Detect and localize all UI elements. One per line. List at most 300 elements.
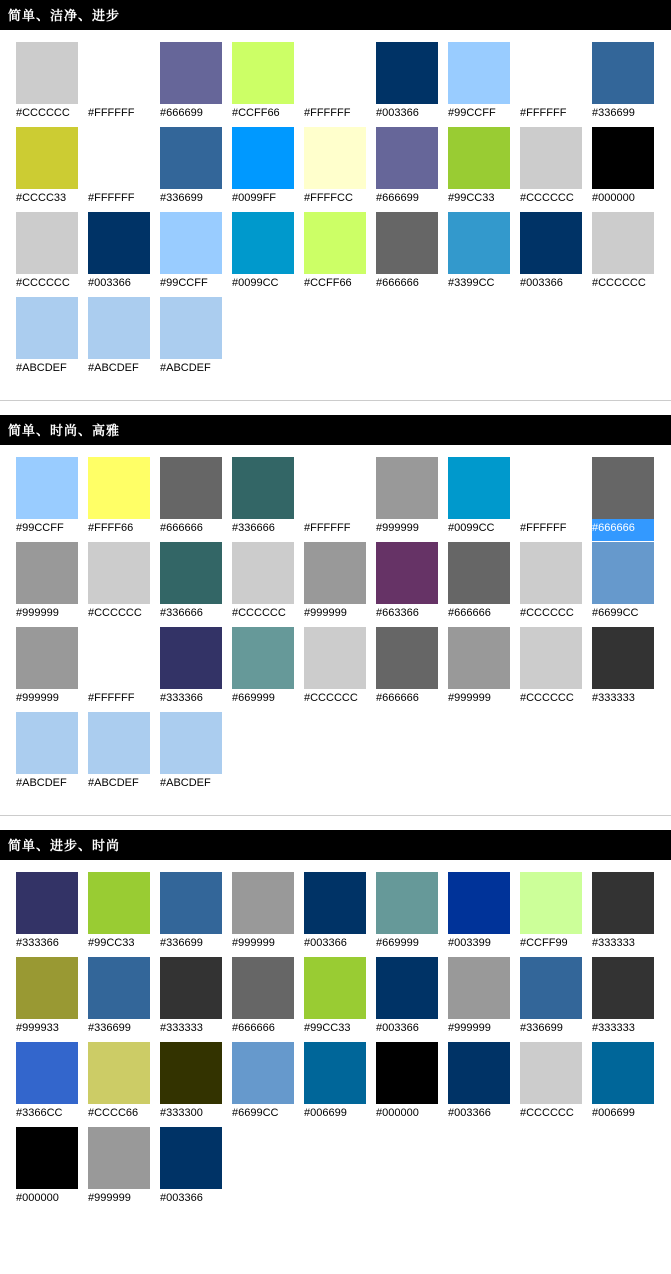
color-hex-label: #FFFFFF	[304, 522, 351, 534]
palette-group	[232, 42, 448, 297]
color-swatch[interactable]	[376, 957, 438, 1019]
color-hex-label: #666666	[592, 519, 654, 541]
palette-row	[232, 457, 448, 541]
color-swatch[interactable]	[88, 127, 150, 189]
color-swatch-cell[interactable]	[160, 127, 222, 211]
color-swatch-cell[interactable]	[160, 712, 222, 796]
color-swatch-cell[interactable]	[232, 212, 294, 296]
color-hex-label: #999999	[448, 1022, 491, 1034]
color-swatch[interactable]	[592, 957, 654, 1019]
color-swatch[interactable]	[592, 1042, 654, 1104]
color-swatch[interactable]	[304, 127, 366, 189]
color-swatch[interactable]	[16, 872, 78, 934]
color-swatch-cell[interactable]	[520, 42, 582, 126]
color-swatch[interactable]	[376, 42, 438, 104]
color-hex-label: #006699	[304, 1107, 347, 1119]
color-hex-label: #ABCDEF	[160, 777, 211, 789]
color-swatch[interactable]	[88, 297, 150, 359]
color-swatch-cell[interactable]	[16, 542, 78, 626]
color-swatch[interactable]	[88, 712, 150, 774]
color-swatch-cell[interactable]	[88, 872, 150, 956]
color-swatch[interactable]	[448, 127, 510, 189]
color-swatch[interactable]	[376, 1042, 438, 1104]
color-swatch-cell[interactable]	[376, 1042, 438, 1126]
color-swatch-cell[interactable]	[592, 627, 654, 711]
palette-rows	[232, 457, 448, 711]
color-swatch-cell[interactable]	[448, 957, 510, 1041]
color-swatch-cell[interactable]	[16, 127, 78, 211]
color-hex-label: #999999	[16, 607, 59, 619]
color-swatch[interactable]	[520, 212, 582, 274]
color-hex-label: #666666	[376, 277, 419, 289]
color-swatch-cell[interactable]	[448, 872, 510, 956]
palette-rows	[16, 872, 232, 1211]
color-swatch-cell[interactable]	[448, 1042, 510, 1126]
palette-row	[448, 1042, 664, 1126]
color-swatch[interactable]	[16, 1042, 78, 1104]
color-swatch[interactable]	[88, 957, 150, 1019]
color-swatch[interactable]	[16, 712, 78, 774]
color-hex-label: #336666	[232, 522, 275, 534]
color-hex-label: #999999	[16, 692, 59, 704]
color-hex-label: #ABCDEF	[16, 362, 67, 374]
palette-group	[16, 457, 232, 797]
color-swatch-cell[interactable]	[232, 872, 294, 956]
color-swatch[interactable]	[448, 957, 510, 1019]
section-bottom-spacer	[0, 1212, 671, 1230]
color-swatch[interactable]	[592, 127, 654, 189]
color-hex-label: #999933	[16, 1022, 59, 1034]
color-swatch-cell[interactable]	[304, 212, 366, 296]
palette-row	[232, 872, 448, 956]
palette-rows	[16, 457, 232, 796]
color-swatch-cell[interactable]	[448, 627, 510, 711]
color-swatch-cell[interactable]	[520, 957, 582, 1041]
color-hex-label: #336666	[160, 607, 203, 619]
section-title: 简单、进步、时尚	[0, 830, 671, 860]
color-swatch-cell[interactable]	[376, 627, 438, 711]
color-swatch[interactable]	[520, 42, 582, 104]
color-swatch-cell[interactable]	[88, 127, 150, 211]
color-swatch[interactable]	[88, 457, 150, 519]
palette-group	[232, 457, 448, 712]
color-hex-label: #FFFFFF	[88, 192, 135, 204]
color-swatch[interactable]	[304, 542, 366, 604]
color-swatch[interactable]	[232, 212, 294, 274]
color-swatch-cell[interactable]	[304, 1042, 366, 1126]
color-swatch[interactable]	[376, 457, 438, 519]
color-swatch-cell[interactable]	[376, 42, 438, 126]
color-hex-label: #CCCCCC	[88, 607, 142, 619]
color-hex-label: #FFFFFF	[88, 107, 135, 119]
section-title: 简单、时尚、高雅	[0, 415, 671, 445]
color-swatch[interactable]	[520, 1042, 582, 1104]
color-hex-label: #FFFFFF	[520, 107, 567, 119]
color-swatch-cell[interactable]	[88, 542, 150, 626]
color-hex-label: #999999	[88, 1192, 131, 1204]
color-hex-label: #ABCDEF	[88, 362, 139, 374]
color-swatch-cell[interactable]	[16, 957, 78, 1041]
color-swatch[interactable]	[592, 457, 654, 519]
color-swatch-cell[interactable]	[88, 42, 150, 126]
color-hex-label: #3399CC	[448, 277, 495, 289]
color-swatch-cell[interactable]	[232, 127, 294, 211]
color-hex-label: #336699	[592, 107, 635, 119]
color-hex-label: #003366	[304, 937, 347, 949]
color-swatch-cell[interactable]	[16, 1127, 78, 1211]
color-swatch-cell[interactable]	[304, 542, 366, 626]
palette-section	[0, 415, 671, 830]
color-hex-label: #333333	[592, 692, 635, 704]
color-swatch[interactable]	[448, 872, 510, 934]
color-swatch-cell[interactable]	[592, 457, 654, 541]
color-swatch[interactable]	[160, 127, 222, 189]
color-swatch-cell[interactable]	[304, 457, 366, 541]
color-swatch[interactable]	[592, 872, 654, 934]
color-swatch[interactable]	[592, 627, 654, 689]
color-swatch-cell[interactable]	[88, 212, 150, 296]
color-swatch-cell[interactable]	[448, 212, 510, 296]
color-swatch-cell[interactable]	[376, 457, 438, 541]
color-swatch[interactable]	[592, 212, 654, 274]
color-swatch-cell[interactable]	[592, 42, 654, 126]
palette-row	[232, 1042, 448, 1126]
color-hex-label: #000000	[16, 1192, 59, 1204]
color-hex-label: #999999	[448, 692, 491, 704]
palette-row	[16, 127, 232, 211]
section-top-spacer	[0, 30, 671, 42]
color-hex-label: #99CC33	[448, 192, 495, 204]
color-swatch[interactable]	[232, 957, 294, 1019]
color-swatch-cell[interactable]	[160, 1042, 222, 1126]
color-hex-label: #99CC33	[304, 1022, 351, 1034]
palette-row	[232, 42, 448, 126]
color-swatch[interactable]	[520, 627, 582, 689]
color-swatch-cell[interactable]	[160, 1127, 222, 1211]
palette-row	[16, 627, 232, 711]
color-swatch-cell[interactable]	[232, 1042, 294, 1126]
color-swatch-cell[interactable]	[232, 627, 294, 711]
color-swatch-cell[interactable]	[232, 457, 294, 541]
color-hex-label: #666666	[376, 692, 419, 704]
color-swatch[interactable]	[304, 1042, 366, 1104]
color-swatch[interactable]	[376, 872, 438, 934]
color-hex-label: #CCCCCC	[232, 607, 286, 619]
color-swatch-cell[interactable]	[16, 1042, 78, 1126]
palette-group	[448, 457, 664, 712]
color-swatch-cell[interactable]	[592, 212, 654, 296]
color-hex-label: #003399	[448, 937, 491, 949]
color-hex-label: #99CCFF	[160, 277, 208, 289]
palette-row	[16, 1042, 232, 1126]
color-swatch-cell[interactable]	[520, 457, 582, 541]
color-swatch[interactable]	[16, 1127, 78, 1189]
palette-row	[448, 127, 664, 211]
palette-row	[16, 1127, 232, 1211]
palette-row	[448, 212, 664, 296]
color-swatch-cell[interactable]	[88, 457, 150, 541]
palette-rows	[448, 42, 664, 296]
color-swatch[interactable]	[88, 542, 150, 604]
color-swatch[interactable]	[232, 1042, 294, 1104]
color-swatch-cell[interactable]	[160, 627, 222, 711]
color-swatch-cell[interactable]	[88, 297, 150, 381]
color-hex-label: #FFFFFF	[520, 522, 567, 534]
color-hex-label: #CCCCCC	[304, 692, 358, 704]
color-swatch[interactable]	[448, 457, 510, 519]
color-hex-label: #333333	[160, 1022, 203, 1034]
color-swatch[interactable]	[160, 42, 222, 104]
color-swatch-cell[interactable]	[304, 127, 366, 211]
palette-rows	[232, 42, 448, 296]
color-swatch[interactable]	[88, 872, 150, 934]
color-swatch[interactable]	[88, 1042, 150, 1104]
color-swatch-cell[interactable]	[160, 297, 222, 381]
color-swatch[interactable]	[592, 542, 654, 604]
color-swatch-cell[interactable]	[592, 957, 654, 1041]
color-swatch[interactable]	[520, 957, 582, 1019]
color-swatch[interactable]	[160, 957, 222, 1019]
color-swatch[interactable]	[304, 212, 366, 274]
color-swatch-cell[interactable]	[232, 957, 294, 1041]
palette-group-row	[0, 42, 671, 382]
color-hex-label: #3366CC	[16, 1107, 63, 1119]
color-swatch-cell[interactable]	[520, 627, 582, 711]
palette-rows	[232, 872, 448, 1126]
color-swatch-cell[interactable]	[88, 627, 150, 711]
color-swatch-cell[interactable]	[160, 957, 222, 1041]
color-hex-label: #CCCCCC	[592, 277, 646, 289]
color-swatch-cell[interactable]	[520, 1042, 582, 1126]
color-swatch-cell[interactable]	[376, 212, 438, 296]
palette-group-row	[0, 457, 671, 797]
color-swatch-cell[interactable]	[592, 872, 654, 956]
color-swatch[interactable]	[16, 457, 78, 519]
color-swatch[interactable]	[88, 212, 150, 274]
palette-row	[16, 542, 232, 626]
color-swatch-cell[interactable]	[16, 627, 78, 711]
color-swatch-cell[interactable]	[16, 42, 78, 126]
color-swatch-cell[interactable]	[160, 872, 222, 956]
color-swatch[interactable]	[160, 297, 222, 359]
color-hex-label: #999999	[304, 607, 347, 619]
color-swatch-cell[interactable]	[376, 957, 438, 1041]
color-swatch[interactable]	[448, 212, 510, 274]
color-hex-label: #999999	[232, 937, 275, 949]
color-swatch[interactable]	[16, 957, 78, 1019]
color-swatch-cell[interactable]	[376, 542, 438, 626]
color-hex-label: #CCCCCC	[520, 1107, 574, 1119]
palette-section	[0, 830, 671, 1230]
color-hex-label: #336699	[88, 1022, 131, 1034]
palette-rows	[448, 457, 664, 711]
color-swatch-cell[interactable]	[232, 42, 294, 126]
color-hex-label: #336699	[160, 192, 203, 204]
color-swatch[interactable]	[160, 542, 222, 604]
color-swatch-cell[interactable]	[304, 872, 366, 956]
palette-row	[232, 127, 448, 211]
color-hex-label: #333366	[16, 937, 59, 949]
color-swatch[interactable]	[232, 42, 294, 104]
color-swatch-cell[interactable]	[520, 212, 582, 296]
color-swatch[interactable]	[520, 872, 582, 934]
section-gap	[0, 816, 671, 830]
color-hex-label: #CCFF66	[304, 277, 352, 289]
color-swatch-cell[interactable]	[448, 127, 510, 211]
color-swatch-cell[interactable]	[160, 457, 222, 541]
color-hex-label: #336699	[520, 1022, 563, 1034]
color-swatch[interactable]	[232, 457, 294, 519]
palette-row	[16, 957, 232, 1041]
color-swatch[interactable]	[160, 627, 222, 689]
color-swatch-cell[interactable]	[376, 872, 438, 956]
color-hex-label: #CCCCCC	[520, 607, 574, 619]
color-swatch-cell[interactable]	[16, 457, 78, 541]
palette-row	[448, 42, 664, 126]
color-hex-label: #006699	[592, 1107, 635, 1119]
palette-rows	[16, 42, 232, 381]
color-hex-label: #FFFFCC	[304, 192, 353, 204]
color-swatch[interactable]	[520, 127, 582, 189]
color-swatch-cell[interactable]	[304, 957, 366, 1041]
color-hex-label: #666666	[448, 607, 491, 619]
color-hex-label: #CCCCCC	[16, 277, 70, 289]
color-hex-label: #666699	[376, 192, 419, 204]
color-swatch[interactable]	[448, 627, 510, 689]
color-hex-label: #333366	[160, 692, 203, 704]
palette-row	[448, 957, 664, 1041]
color-hex-label: #FFFFFF	[304, 107, 351, 119]
color-swatch[interactable]	[160, 872, 222, 934]
color-hex-label: #003366	[88, 277, 131, 289]
color-swatch[interactable]	[16, 542, 78, 604]
color-swatch-cell[interactable]	[376, 127, 438, 211]
color-hex-label: #FFFF66	[88, 522, 134, 534]
color-swatch[interactable]	[448, 42, 510, 104]
color-swatch-cell[interactable]	[448, 42, 510, 126]
palette-row	[448, 627, 664, 711]
color-swatch[interactable]	[16, 42, 78, 104]
palette-row	[232, 212, 448, 296]
color-hex-label: #663366	[376, 607, 419, 619]
color-swatch-cell[interactable]	[304, 42, 366, 126]
color-swatch[interactable]	[88, 627, 150, 689]
color-swatch[interactable]	[448, 1042, 510, 1104]
section-bottom-spacer	[0, 797, 671, 815]
color-swatch-cell[interactable]	[88, 712, 150, 796]
color-swatch[interactable]	[304, 627, 366, 689]
color-swatch[interactable]	[376, 212, 438, 274]
color-hex-label: #0099FF	[232, 192, 277, 204]
color-swatch[interactable]	[520, 457, 582, 519]
color-swatch-cell[interactable]	[592, 127, 654, 211]
color-hex-label: #003366	[160, 1192, 203, 1204]
color-hex-label: #CCCC66	[88, 1107, 139, 1119]
color-swatch[interactable]	[16, 212, 78, 274]
color-swatch[interactable]	[232, 872, 294, 934]
color-swatch-cell[interactable]	[16, 212, 78, 296]
color-swatch-cell[interactable]	[592, 542, 654, 626]
color-swatch-cell[interactable]	[160, 542, 222, 626]
color-swatch[interactable]	[160, 712, 222, 774]
section-bottom-spacer	[0, 382, 671, 400]
color-hex-label: #CCFF66	[232, 107, 280, 119]
color-swatch-cell[interactable]	[232, 542, 294, 626]
color-swatch[interactable]	[160, 1042, 222, 1104]
palette-row	[448, 872, 664, 956]
palette-row	[232, 627, 448, 711]
color-swatch-cell[interactable]	[448, 457, 510, 541]
color-swatch[interactable]	[592, 42, 654, 104]
palette-row	[16, 42, 232, 126]
color-swatch[interactable]	[232, 627, 294, 689]
color-hex-label: #003366	[376, 1022, 419, 1034]
color-hex-label: #CCCCCC	[520, 692, 574, 704]
color-swatch[interactable]	[160, 212, 222, 274]
color-swatch[interactable]	[448, 542, 510, 604]
color-hex-label: #003366	[448, 1107, 491, 1119]
color-swatch[interactable]	[232, 542, 294, 604]
color-swatch-cell[interactable]	[160, 42, 222, 126]
color-swatch-cell[interactable]	[520, 127, 582, 211]
palette-rows	[448, 872, 664, 1126]
color-swatch-cell[interactable]	[304, 627, 366, 711]
color-swatch[interactable]	[160, 457, 222, 519]
color-hex-label: #666666	[160, 522, 203, 534]
color-swatch[interactable]	[16, 127, 78, 189]
color-swatch[interactable]	[304, 457, 366, 519]
color-swatch-cell[interactable]	[16, 297, 78, 381]
color-hex-label: #0099CC	[448, 522, 495, 534]
color-swatch-cell[interactable]	[520, 542, 582, 626]
color-hex-label: #003366	[376, 107, 419, 119]
color-swatch-cell[interactable]	[16, 872, 78, 956]
color-swatch[interactable]	[304, 872, 366, 934]
color-swatch-cell[interactable]	[592, 1042, 654, 1126]
color-swatch[interactable]	[304, 957, 366, 1019]
color-swatch-cell[interactable]	[88, 957, 150, 1041]
section-gap	[0, 401, 671, 415]
color-swatch[interactable]	[376, 627, 438, 689]
color-hex-label: #CCCC33	[16, 192, 67, 204]
color-swatch[interactable]	[376, 127, 438, 189]
color-swatch[interactable]	[88, 1127, 150, 1189]
color-hex-label: #ABCDEF	[160, 362, 211, 374]
color-hex-label: #6699CC	[592, 607, 639, 619]
color-swatch[interactable]	[16, 297, 78, 359]
palette-row	[16, 297, 232, 381]
color-hex-label: #000000	[592, 192, 635, 204]
color-swatch[interactable]	[232, 127, 294, 189]
color-swatch-cell[interactable]	[160, 212, 222, 296]
color-swatch[interactable]	[376, 542, 438, 604]
color-swatch[interactable]	[520, 542, 582, 604]
color-swatch-cell[interactable]	[448, 542, 510, 626]
color-swatch-cell[interactable]	[88, 1127, 150, 1211]
color-hex-label: #000000	[376, 1107, 419, 1119]
color-swatch-cell[interactable]	[16, 712, 78, 796]
color-swatch[interactable]	[304, 42, 366, 104]
color-swatch[interactable]	[88, 42, 150, 104]
color-swatch-cell[interactable]	[520, 872, 582, 956]
color-swatch-cell[interactable]	[88, 1042, 150, 1126]
color-swatch[interactable]	[16, 627, 78, 689]
color-swatch[interactable]	[160, 1127, 222, 1189]
palette-group	[16, 872, 232, 1212]
palette-row	[16, 457, 232, 541]
color-hex-label: #CCFF99	[520, 937, 568, 949]
color-hex-label: #0099CC	[232, 277, 279, 289]
